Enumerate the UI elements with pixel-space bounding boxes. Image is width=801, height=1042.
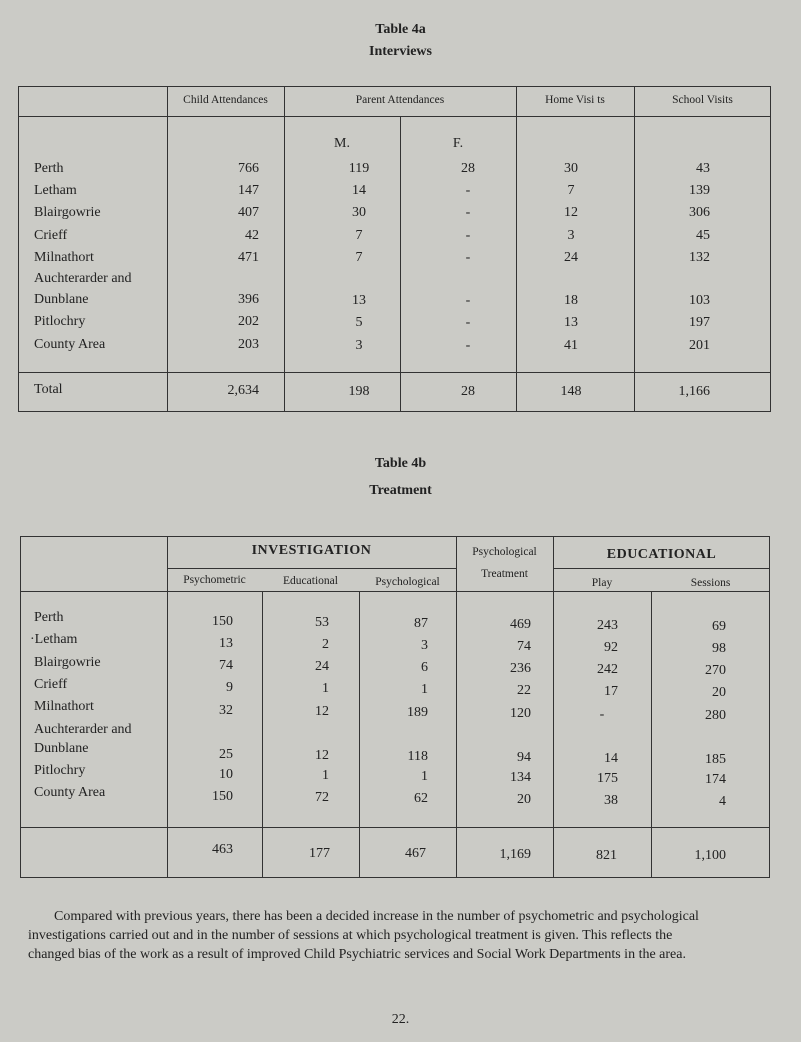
cell-child: 203 bbox=[238, 337, 259, 352]
cell-play: 92 bbox=[604, 640, 618, 655]
cell-treatment: 22 bbox=[517, 683, 531, 698]
row-label: Perth bbox=[34, 610, 64, 625]
header-child-attendances: Child Attendances bbox=[183, 94, 268, 106]
cell-f: - bbox=[465, 183, 471, 198]
cell-school: 201 bbox=[689, 338, 710, 353]
cell-sessions: 280 bbox=[705, 708, 726, 723]
cell-psychometric: 74 bbox=[219, 658, 233, 673]
cell-treatment: 74 bbox=[517, 639, 531, 654]
cell-psychometric: 32 bbox=[219, 703, 233, 718]
commentary-paragraph bbox=[28, 907, 780, 964]
header-psych-treatment-line2: Treatment bbox=[481, 568, 528, 580]
cell-school: 45 bbox=[696, 228, 710, 243]
cell-school: 197 bbox=[689, 315, 710, 330]
cell-m: 119 bbox=[348, 161, 370, 176]
cell-psychological: 87 bbox=[414, 616, 428, 631]
cell-psychometric: 25 bbox=[219, 747, 233, 762]
row-label: Perth bbox=[34, 161, 64, 176]
total-educational: 177 bbox=[309, 846, 330, 861]
cell-child: 766 bbox=[238, 161, 259, 176]
cell-m: 5 bbox=[355, 315, 363, 330]
cell-psychometric: 13 bbox=[219, 636, 233, 651]
header-educational-group: EDUCATIONAL bbox=[606, 547, 717, 562]
cell-psychological: 62 bbox=[414, 791, 428, 806]
cell-psychometric: 10 bbox=[219, 767, 233, 782]
cell-school: 43 bbox=[696, 161, 710, 176]
row-label: Crieff bbox=[34, 677, 68, 692]
table-4a-header-rule bbox=[18, 116, 771, 117]
header-educational: Educational bbox=[283, 575, 338, 587]
cell-educational: 1 bbox=[322, 681, 329, 696]
cell-sessions: 270 bbox=[705, 663, 726, 678]
cell-home: 12 bbox=[564, 205, 578, 220]
cell-home: 30 bbox=[564, 161, 578, 176]
cell-f: 28 bbox=[461, 161, 475, 176]
row-label: County Area bbox=[34, 337, 106, 352]
cell-f: - bbox=[465, 293, 471, 308]
cell-home: 41 bbox=[564, 338, 578, 353]
row-label: Milnathort bbox=[34, 250, 94, 265]
total-school: 1,166 bbox=[678, 384, 710, 399]
table-4b-subheader-rule bbox=[167, 568, 456, 569]
table-4a-col-rule bbox=[167, 86, 168, 412]
header-psych-treatment-line1: Psychological bbox=[472, 546, 537, 558]
paragraph-line: Compared with previous years, there has been a decided increase in the number of psychometric and psychological bbox=[54, 909, 699, 924]
cell-educational: 72 bbox=[315, 790, 329, 805]
total-treatment: 1,169 bbox=[499, 847, 531, 862]
cell-f: - bbox=[465, 338, 471, 353]
cell-educational: 53 bbox=[315, 615, 329, 630]
cell-educational: 12 bbox=[315, 704, 329, 719]
row-label: Pitlochry bbox=[34, 314, 86, 329]
cell-psychometric: 9 bbox=[226, 680, 233, 695]
cell-sessions: 69 bbox=[712, 619, 726, 634]
row-label: Pitlochry bbox=[34, 763, 86, 778]
cell-play: 242 bbox=[597, 662, 618, 677]
total-play: 821 bbox=[596, 848, 617, 863]
cell-school: 103 bbox=[689, 293, 710, 308]
cell-psychological: 1 bbox=[421, 682, 428, 697]
header-psychological: Psychological bbox=[375, 576, 440, 588]
cell-child: 42 bbox=[245, 228, 259, 243]
cell-school: 132 bbox=[689, 250, 710, 265]
cell-f: - bbox=[465, 205, 471, 220]
cell-m: 30 bbox=[352, 205, 366, 220]
cell-m: 7 bbox=[355, 250, 363, 265]
cell-f: - bbox=[465, 228, 471, 243]
row-label: Auchterarder and bbox=[34, 722, 132, 737]
table-4a bbox=[18, 86, 771, 412]
cell-educational: 1 bbox=[322, 768, 329, 783]
total-label: Total bbox=[34, 382, 63, 397]
table-4a-subtitle: Interviews bbox=[369, 44, 432, 59]
cell-m: 14 bbox=[352, 183, 366, 198]
cell-sessions: 20 bbox=[712, 685, 726, 700]
cell-home: 24 bbox=[564, 250, 578, 265]
cell-sessions: 185 bbox=[705, 752, 726, 767]
cell-treatment: 20 bbox=[517, 792, 531, 807]
header-play: Play bbox=[591, 577, 613, 589]
cell-play: - bbox=[599, 707, 605, 722]
table-4b-total-rule bbox=[20, 827, 770, 828]
cell-psychological: 3 bbox=[421, 638, 428, 653]
cell-school: 306 bbox=[689, 205, 710, 220]
cell-m: 7 bbox=[355, 228, 363, 243]
cell-play: 14 bbox=[604, 751, 618, 766]
total-home: 148 bbox=[560, 384, 582, 399]
table-4b-title: Table 4b bbox=[374, 456, 427, 471]
row-label: ·Letham bbox=[30, 632, 78, 647]
row-label-line2: Dunblane bbox=[34, 741, 89, 756]
header-male: M. bbox=[334, 136, 350, 151]
cell-school: 139 bbox=[689, 183, 710, 198]
cell-play: 175 bbox=[597, 771, 618, 786]
total-f: 28 bbox=[461, 384, 475, 399]
cell-play: 243 bbox=[597, 618, 618, 633]
table-4a-total-rule bbox=[18, 372, 771, 373]
cell-home: 3 bbox=[567, 228, 575, 243]
total-child: 2,634 bbox=[227, 383, 259, 398]
row-label: County Area bbox=[34, 785, 106, 800]
row-label-line2: Dunblane bbox=[34, 292, 89, 307]
row-label: Blairgowrie bbox=[34, 655, 101, 670]
cell-educational: 2 bbox=[322, 637, 329, 652]
header-investigation: INVESTIGATION bbox=[251, 543, 372, 558]
table-4a-col-rule bbox=[284, 86, 285, 412]
table-4b-subtitle: Treatment bbox=[369, 483, 432, 498]
cell-child: 202 bbox=[238, 314, 259, 329]
cell-sessions: 174 bbox=[705, 772, 726, 787]
total-sessions: 1,100 bbox=[694, 848, 726, 863]
cell-home: 13 bbox=[564, 315, 578, 330]
cell-psychological: 118 bbox=[407, 749, 428, 764]
row-label: Letham bbox=[34, 183, 77, 198]
cell-home: 18 bbox=[564, 293, 578, 308]
total-psychometric: 463 bbox=[212, 842, 233, 857]
header-female: F. bbox=[452, 136, 464, 151]
cell-psychological: 1 bbox=[421, 769, 428, 784]
header-psychometric: Psychometric bbox=[183, 574, 246, 586]
cell-play: 38 bbox=[604, 793, 618, 808]
header-home-visits: Home Visi ts bbox=[545, 94, 605, 106]
cell-child: 407 bbox=[238, 205, 259, 220]
cell-play: 17 bbox=[604, 684, 618, 699]
paragraph-line: changed bias of the work as a result of improved Child Psychiatric services and Social Work Departments in the area. bbox=[28, 947, 686, 962]
cell-treatment: 134 bbox=[510, 770, 531, 785]
cell-sessions: 4 bbox=[719, 794, 726, 809]
cell-educational: 24 bbox=[315, 659, 329, 674]
cell-educational: 12 bbox=[315, 748, 329, 763]
cell-child: 396 bbox=[238, 292, 259, 307]
total-psychological: 467 bbox=[405, 846, 426, 861]
table-4b-col-rule bbox=[262, 591, 263, 878]
cell-child: 147 bbox=[238, 183, 259, 198]
cell-treatment: 120 bbox=[510, 706, 531, 721]
cell-treatment: 469 bbox=[510, 617, 531, 632]
header-parent-attendances: Parent Attendances bbox=[355, 94, 445, 106]
cell-m: 3 bbox=[355, 338, 363, 353]
cell-psychological: 189 bbox=[407, 705, 428, 720]
page-number: 22. bbox=[391, 1012, 410, 1027]
header-school-visits: School Visits bbox=[672, 94, 733, 106]
cell-f: - bbox=[465, 315, 471, 330]
row-label: Milnathort bbox=[34, 699, 94, 714]
table-4a-title: Table 4a bbox=[375, 22, 426, 37]
table-4a-col-rule bbox=[516, 86, 517, 412]
table-4a-col-rule bbox=[634, 86, 635, 412]
cell-m: 13 bbox=[352, 293, 366, 308]
header-sessions: Sessions bbox=[690, 577, 731, 589]
table-4b-col-rule bbox=[359, 591, 360, 878]
paragraph-line: investigations carried out and in the number of sessions at which psychological treatment is given. This reflects the bbox=[28, 928, 673, 943]
table-4b-subheader-rule bbox=[553, 568, 770, 569]
row-label: Crieff bbox=[34, 228, 68, 243]
row-label: Auchterarder and bbox=[34, 271, 132, 286]
cell-psychometric: 150 bbox=[212, 789, 233, 804]
cell-treatment: 236 bbox=[510, 661, 531, 676]
cell-f: - bbox=[465, 250, 471, 265]
row-label: Blairgowrie bbox=[34, 205, 101, 220]
cell-child: 471 bbox=[238, 250, 259, 265]
total-m: 198 bbox=[348, 384, 370, 399]
cell-psychological: 6 bbox=[421, 660, 428, 675]
cell-home: 7 bbox=[567, 183, 575, 198]
cell-psychometric: 150 bbox=[212, 614, 233, 629]
cell-treatment: 94 bbox=[517, 750, 531, 765]
table-4b-header-rule bbox=[20, 591, 770, 592]
cell-sessions: 98 bbox=[712, 641, 726, 656]
